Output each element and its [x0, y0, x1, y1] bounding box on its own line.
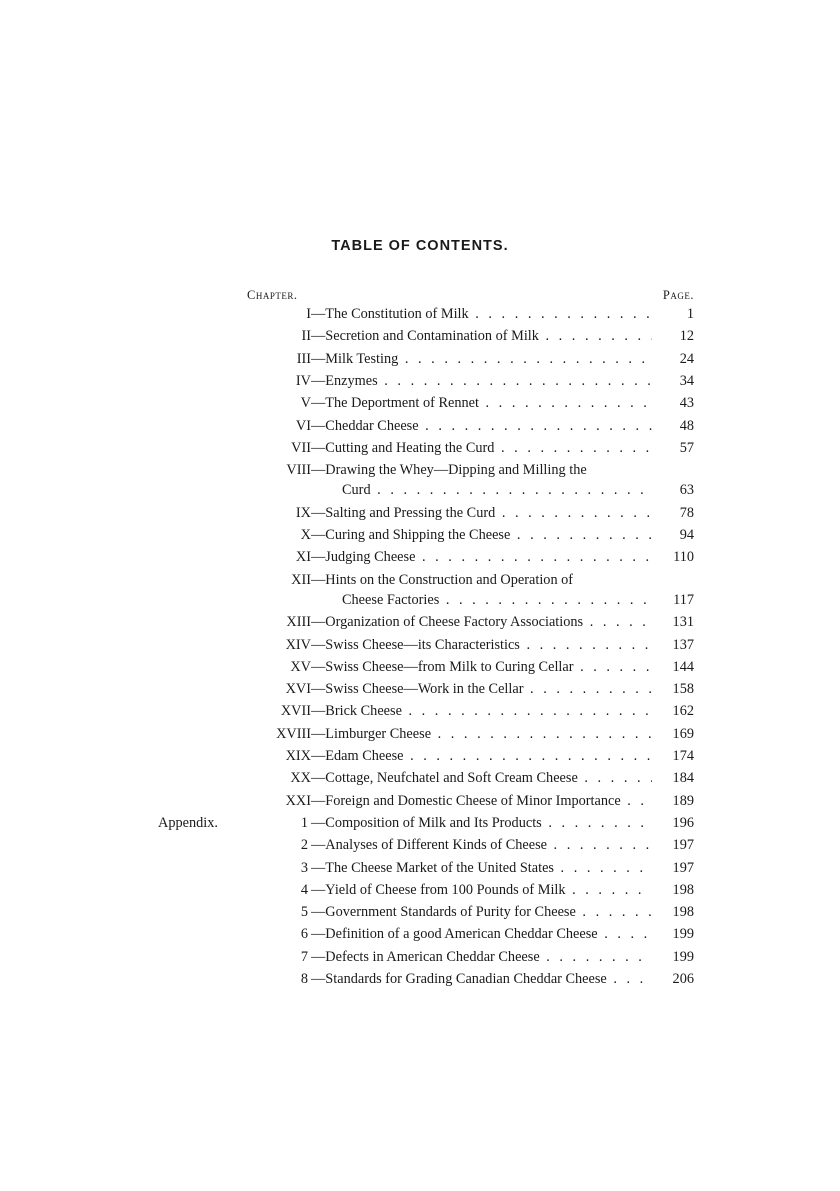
chapters-number: XVIII: [276, 725, 311, 742]
appendix-entry: [0, 880, 840, 900]
chapters-entry: [0, 525, 840, 545]
appendix-number: 8: [300, 971, 308, 987]
chapters-number: I: [306, 306, 311, 322]
chapters-title-text: —Brick Cheese: [311, 703, 402, 720]
chapters-title-continuation-text: Cheese Factories: [342, 591, 440, 608]
chapters-title: [311, 570, 694, 590]
appendix-entry: [0, 902, 840, 922]
chapters-title-text: —The Constitution of Milk: [311, 306, 469, 322]
chapters-page-number: 174: [654, 746, 694, 766]
appendix-title-text: —Standards for Grading Canadian Cheddar Cheese: [311, 971, 607, 987]
chapters-title: [311, 416, 652, 436]
appendix-title: [311, 880, 652, 900]
chapters-title: [311, 304, 652, 324]
chapters-number: VIII: [286, 462, 311, 479]
chapters-number: III: [296, 350, 311, 367]
appendix-title: [311, 947, 652, 967]
appendix-title: [311, 924, 652, 944]
chapters-number: X: [300, 527, 311, 543]
chapters-title-text: —Edam Cheese: [311, 748, 404, 764]
appendix-number: 7: [300, 948, 308, 965]
chapters-number: V: [300, 395, 311, 412]
chapters-entry: [0, 724, 840, 744]
chapters-number: IV: [295, 372, 311, 389]
page-column-header: Page.: [662, 288, 694, 302]
chapters-page-number: 78: [654, 503, 694, 523]
chapters-number: XI: [295, 549, 311, 566]
appendix-title-text: —Yield of Cheese from 100 Pounds of Milk: [311, 881, 566, 898]
chapters-title: [311, 724, 652, 744]
appendix-page-number: 197: [654, 835, 694, 855]
chapters-title-text: —Cutting and Heating the Curd: [311, 439, 495, 456]
appendix-entry: [0, 947, 840, 967]
chapters-entry: [0, 371, 840, 391]
chapters-title: [311, 349, 652, 369]
appendix-entry: [0, 813, 840, 833]
appendix-entry: [0, 858, 840, 878]
chapters-entry: [0, 326, 840, 346]
appendix-entry: [0, 969, 840, 989]
chapters-title: [311, 326, 652, 346]
chapters-page-number: 48: [654, 416, 694, 436]
chapters-entry: [0, 791, 840, 811]
chapters-number: VII: [291, 439, 311, 456]
appendix-page-number: 196: [654, 813, 694, 833]
chapters-title: [311, 393, 652, 413]
chapters-entry: [0, 657, 840, 677]
chapters-page-number: 94: [654, 525, 694, 545]
chapters-page-number: 158: [654, 679, 694, 699]
chapters-entry-continuation: [0, 480, 840, 500]
chapters-page-number: 1: [654, 304, 694, 324]
chapters-title-text: —Enzymes: [311, 372, 378, 389]
chapters-title-text: —Milk Testing: [311, 350, 399, 367]
appendix-page-number: 197: [654, 858, 694, 878]
chapters-entry: [0, 547, 840, 567]
chapters-title-text: —Organization of Cheese Factory Associations: [311, 614, 584, 631]
chapters-entry: [0, 503, 840, 523]
chapters-title-text: —Salting and Pressing the Curd: [311, 504, 496, 521]
chapters-title: [311, 791, 652, 811]
chapters-number: II: [301, 328, 311, 345]
appendix-title-text: —The Cheese Market of the United States: [311, 859, 554, 876]
chapters-title-text: —Cheddar Cheese: [311, 417, 419, 434]
chapters-entry: [0, 438, 840, 458]
chapters-entry: [0, 746, 840, 766]
appendix-title: [311, 835, 652, 855]
chapters-entry-continuation: [0, 590, 840, 610]
chapters-title-continuation-text: Curd: [342, 482, 371, 499]
chapters-entry: [0, 416, 840, 436]
chapters-title-text: —Limburger Cheese: [311, 725, 432, 742]
appendix-number: 2: [300, 837, 308, 854]
appendix-page-number: 198: [654, 902, 694, 922]
chapters-page-number: 184: [654, 768, 694, 788]
chapters-title: [311, 612, 652, 632]
chapters-page-number: 137: [654, 635, 694, 655]
chapters-number: XIV: [285, 636, 311, 653]
chapters-page-number: 117: [654, 590, 694, 610]
chapters-page-number: 169: [654, 724, 694, 744]
chapters-title-text: —Curing and Shipping the Cheese: [311, 527, 511, 543]
chapters-title-text: —Secretion and Contamination of Milk: [311, 328, 539, 345]
chapters-title-text: —Cottage, Neufchatel and Soft Cream Cheese: [311, 770, 578, 787]
chapters-page-number: 24: [654, 349, 694, 369]
appendix-title: [311, 813, 652, 833]
chapter-column-header: Chapter.: [247, 288, 298, 302]
appendix-title: [311, 969, 652, 989]
chapters-number: XII: [291, 571, 311, 588]
chapters-entry: [0, 460, 840, 480]
chapters-page-number: 12: [654, 326, 694, 346]
chapters-title-text: —Hints on the Construction and Operation of: [311, 571, 574, 588]
appendix-entry: [0, 924, 840, 944]
chapters-title: [311, 460, 694, 480]
chapters-title: [311, 438, 652, 458]
appendix-title-text: —Government Standards of Purity for Cheese: [311, 904, 576, 921]
appendix-page-number: 198: [654, 880, 694, 900]
chapters-entry: [0, 679, 840, 699]
chapters-title: [311, 503, 652, 523]
chapters-entry: [0, 612, 840, 632]
chapters-title-text: —Drawing the Whey—Dipping and Milling the: [311, 462, 587, 479]
appendix-title: [311, 858, 652, 878]
appendix-title-text: —Defects in American Cheddar Cheese: [311, 948, 540, 965]
appendix-title-text: —Definition of a good American Cheddar Cheese: [311, 926, 598, 943]
appendix-number: 5: [300, 904, 308, 921]
chapters-entry: [0, 701, 840, 721]
chapters-number: XIII: [286, 614, 311, 631]
chapters-number: XVII: [280, 703, 311, 720]
chapters-page-number: 110: [654, 547, 694, 567]
chapters-title-text: —Swiss Cheese—its Characteristics: [311, 636, 520, 653]
chapters-number: XXI: [285, 792, 311, 809]
chapters-entry: [0, 393, 840, 413]
chapters-title-text: —Judging Cheese: [311, 549, 416, 566]
chapters-page-number: 162: [654, 701, 694, 721]
chapters-title-text: —Swiss Cheese—from Milk to Curing Cellar: [311, 658, 574, 675]
appendix-page-number: 199: [654, 947, 694, 967]
chapters-title: [311, 701, 652, 721]
page-title: TABLE OF CONTENTS.: [331, 238, 509, 254]
chapters-title: [311, 746, 652, 766]
chapters-title-continuation: [342, 480, 652, 500]
appendix-page-number: 199: [654, 924, 694, 944]
appendix-title: [311, 902, 652, 922]
chapters-title: [311, 371, 652, 391]
appendix-page-number: 206: [654, 969, 694, 989]
chapters-title: [311, 635, 652, 655]
chapters-title-text: —Swiss Cheese—Work in the Cellar: [311, 681, 524, 698]
chapters-title: [311, 768, 652, 788]
chapters-title-continuation: [342, 590, 652, 610]
chapters-number: XV: [290, 658, 311, 675]
chapters-title: [311, 657, 652, 677]
chapters-number: VI: [295, 417, 311, 434]
chapters-page-number: 34: [654, 371, 694, 391]
appendix-label: Appendix.: [158, 814, 218, 831]
chapters-page-number: 43: [654, 393, 694, 413]
appendix-title-text: —Composition of Milk and Its Products: [311, 814, 542, 831]
chapters-number: XX: [290, 770, 311, 787]
chapters-entry: [0, 635, 840, 655]
chapters-entry: [0, 349, 840, 369]
chapters-number: IX: [295, 504, 311, 521]
appendix-number: 4: [300, 881, 308, 898]
appendix-number: 1: [300, 814, 308, 831]
chapters-title: [311, 525, 652, 545]
chapters-entry: [0, 570, 840, 590]
chapters-entry: [0, 768, 840, 788]
chapters-entry: [0, 304, 840, 324]
chapters-page-number: 189: [654, 791, 694, 811]
chapters-page-number: 144: [654, 657, 694, 677]
chapters-title-text: —The Deportment of Rennet: [311, 395, 479, 412]
chapters-number: XIX: [285, 748, 311, 764]
appendix-title-text: —Analyses of Different Kinds of Cheese: [311, 837, 547, 854]
chapters-title: [311, 679, 652, 699]
chapters-page-number: 131: [654, 612, 694, 632]
chapters-number: XVI: [285, 681, 311, 698]
appendix-number: 3: [300, 859, 308, 876]
chapters-page-number: 57: [654, 438, 694, 458]
chapters-title-text: —Foreign and Domestic Cheese of Minor Importance: [311, 792, 621, 809]
chapters-title: [311, 547, 652, 567]
appendix-entry: [0, 835, 840, 855]
chapters-page-number: 63: [654, 480, 694, 500]
appendix-number: 6: [300, 926, 308, 943]
